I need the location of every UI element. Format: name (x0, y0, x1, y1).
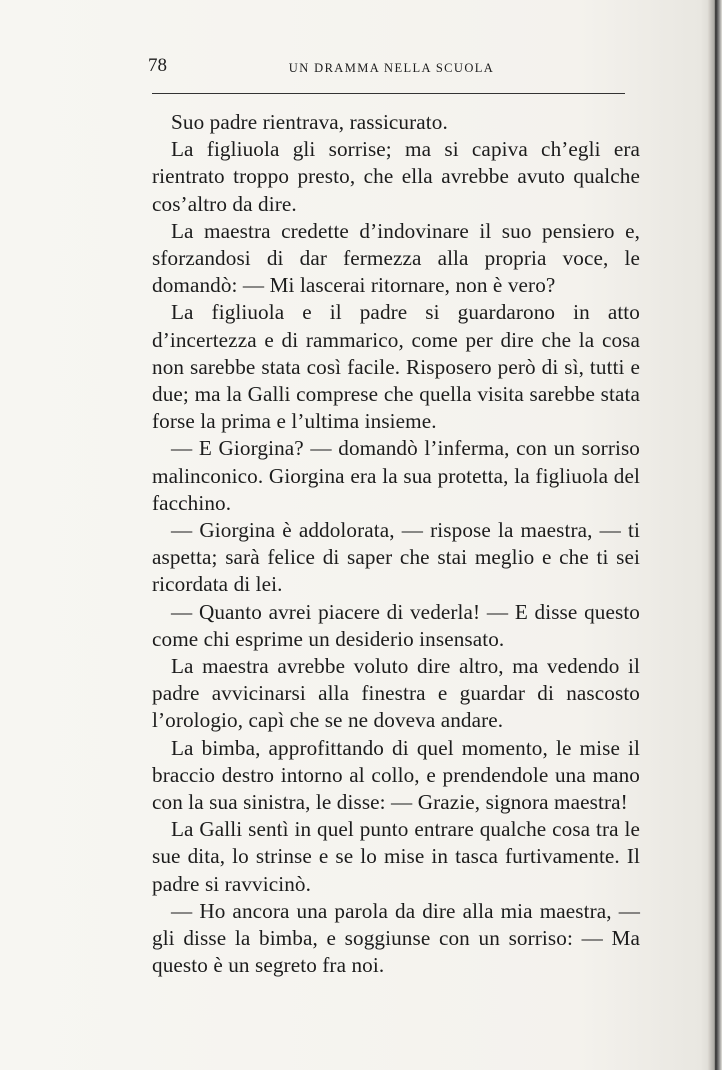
paragraph: Suo padre rientrava, rassicurato. (171, 110, 448, 134)
page-header (148, 55, 623, 83)
paragraph: La maestra avrebbe voluto dire altro, ma vedendo il padre avvicinarsi alla finestra e guardar di nascosto l’orologio, capì che se ne doveva andare. (152, 654, 640, 733)
paragraph: — Ho ancora una parola da dire alla mia maestra, — gli disse la bimba, e soggiunse con un sorriso: — Ma questo è un segreto fra noi. (152, 898, 640, 978)
header-rule (152, 93, 625, 94)
paragraph: La maestra credette d’indovinare il suo pensiero e, sforzandosi di dar fermezza alla propria voce, le domandò: — Mi lascerai ritornare, non è vero? (152, 218, 640, 298)
paragraph: — E Giorgina? — domandò l’inferma, con un sorriso malinconico. Giorgina era la sua protetta, la figliuola del facchino. (152, 436, 640, 515)
running-title: UN DRAMMA NELLA SCUOLA (288, 61, 495, 75)
page-edge (708, 0, 722, 1070)
paragraph: — Quanto avrei piacere di vederla! — E disse questo come chi esprime un desiderio insensato. (152, 599, 640, 651)
paragraph: La figliuola gli sorrise; ma si capiva ch’egli era rientrato troppo presto, che ella avrebbe avuto qualche cos’altro da dire. (152, 137, 640, 216)
paragraph: La figliuola e il padre si guardarono in atto d’incertezza e di rammarico, come per dire che la cosa non sarebbe stata così facile. Risposero però di sì, tutti e due; ma la Galli comprese che quella visita sarebbe stata forse la prima e l’ultima insieme. (152, 300, 640, 434)
paragraph: La Galli sentì in quel punto entrare qualche cosa tra le sue dita, lo strinse e se lo mise in tasca furtivamente. Il padre si ravvicinò. (152, 817, 640, 896)
body-text (152, 109, 640, 980)
page-number: 78 (148, 55, 167, 76)
paragraph: La bimba, approfittando di quel momento, le mise il braccio destro intorno al collo, e prendendole una mano con la sua sinistra, le disse: — Grazie, signora maestra! (152, 735, 640, 815)
paragraph: — Giorgina è addolorata, — rispose la maestra, — ti aspetta; sarà felice di saper che stai meglio e che ti sei ricordata di lei. (152, 518, 640, 597)
